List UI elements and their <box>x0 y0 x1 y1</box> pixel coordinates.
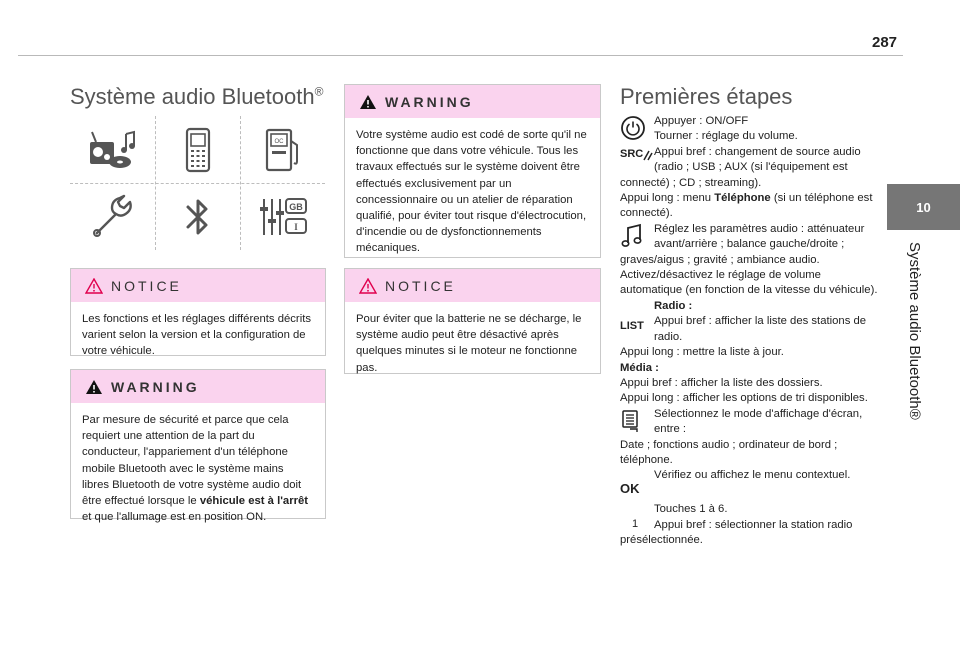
wrench-icon <box>70 183 155 250</box>
notice-box <box>344 268 601 374</box>
ok-icon: OK <box>620 480 640 496</box>
warning-box <box>70 369 326 524</box>
ok-entry: OK Vérifiez ou affichez le menu contextuel. <box>620 469 851 496</box>
warning-triangle-icon <box>85 379 103 395</box>
src-icon: SRC <box>620 145 654 165</box>
svg-text:I: I <box>293 221 298 232</box>
svg-text:GB: GB <box>288 201 303 212</box>
first-steps-list <box>620 114 878 549</box>
preset-keys-entry: 1 Touches 1 à 6. Appui bref : sélectionner la station radio présélectionnée. <box>620 503 853 547</box>
notice-text: Les fonctions et les réglages différents décrits varient selon la version et la configuration de votre véhicule. <box>82 313 311 358</box>
music-note-icon <box>620 222 654 250</box>
power-icon <box>620 114 654 142</box>
icon-grid <box>70 116 325 250</box>
bluetooth-icon <box>155 183 240 250</box>
top-rule <box>18 55 903 56</box>
mobile-phone-icon <box>155 116 240 183</box>
display-mode-entry: Sélectionnez le mode d'affichage d'écran, entre : Date ; fonctions audio ; ordinateur de bord ; téléphone. <box>620 407 863 466</box>
chapter-number: 10 <box>916 199 931 215</box>
section-title: Système audio Bluetooth® <box>70 84 324 109</box>
warning-triangle-icon <box>359 94 377 110</box>
notice-label: NOTICE <box>111 277 182 294</box>
warning-text: Par mesure de sécurité et parce que cela requiert une attention de la part du conducteur, l'appariement d'un téléphone mobile Bluetooth avec le système mains libres Bluetooth de votre système audio doit être effectué lorsque le véhicule est à l'arrêt et que l'allumage est en position ON. <box>82 414 309 524</box>
list-icon: LIST <box>620 320 644 333</box>
warning-triangle-icon <box>85 278 103 294</box>
page-number: 287 <box>872 34 898 51</box>
section-title: Premières étapes <box>620 84 793 109</box>
notice-label: NOTICE <box>385 277 456 294</box>
src-entry: SRC Appui bref : changement de source audio (radio ; USB ; AUX (si l'équipement est connecté) ; CD ; streaming). Appui long : menu Téléphone (si un téléphone est connecté). <box>620 145 873 220</box>
settings-gb-icon <box>240 183 325 250</box>
radio-music-icon <box>70 116 155 183</box>
warning-text: Votre système audio est codé de sorte qu'il ne fonctionne que dans votre véhicule. Tous les travaux effectués sur le système doivent être effectués exclusivement par un concessionnaire ou un atelier de réparation qualifié, pour éviter tout risque d'électrocution, d'incendie ou de dysfonctionnements mécaniques. <box>356 129 587 255</box>
warning-label: WARNING <box>385 93 474 110</box>
chapter-title: Système audio Bluetooth® <box>906 242 923 420</box>
svg-text:OC: OC <box>274 138 283 145</box>
chapter-tab[interactable] <box>887 184 960 230</box>
warning-triangle-icon <box>359 278 377 294</box>
audio-settings-entry: Réglez les paramètres audio : atténuateur avant/arrière ; balance gauche/droite ; graves/aigus ; gravité ; ambiance audio. Activez/désactivez le réglage de volume automatique (en fonction de la vitesse du véhicule). <box>620 222 878 297</box>
list-entry: LIST Radio : Appui bref : afficher la liste des stations de radio. Appui long : mettre la liste à jour. Média : Appui bref : afficher la liste des dossiers. Appui long : afficher les options de tri disponibles. <box>620 299 868 405</box>
number-one-icon: 1 <box>632 517 639 530</box>
display-mode-icon <box>620 407 654 435</box>
notice-box <box>70 268 326 356</box>
notice-text: Pour éviter que la batterie ne se décharge, le système audio peut être désactivé après quelques minutes si le moteur ne fonctionne pas. <box>356 313 582 374</box>
warning-label: WARNING <box>111 378 200 395</box>
power-entry: Appuyer : ON/OFF Tourner : réglage du volume. <box>620 114 878 145</box>
fuel-pump-icon <box>240 116 325 183</box>
warning-box <box>344 84 601 258</box>
